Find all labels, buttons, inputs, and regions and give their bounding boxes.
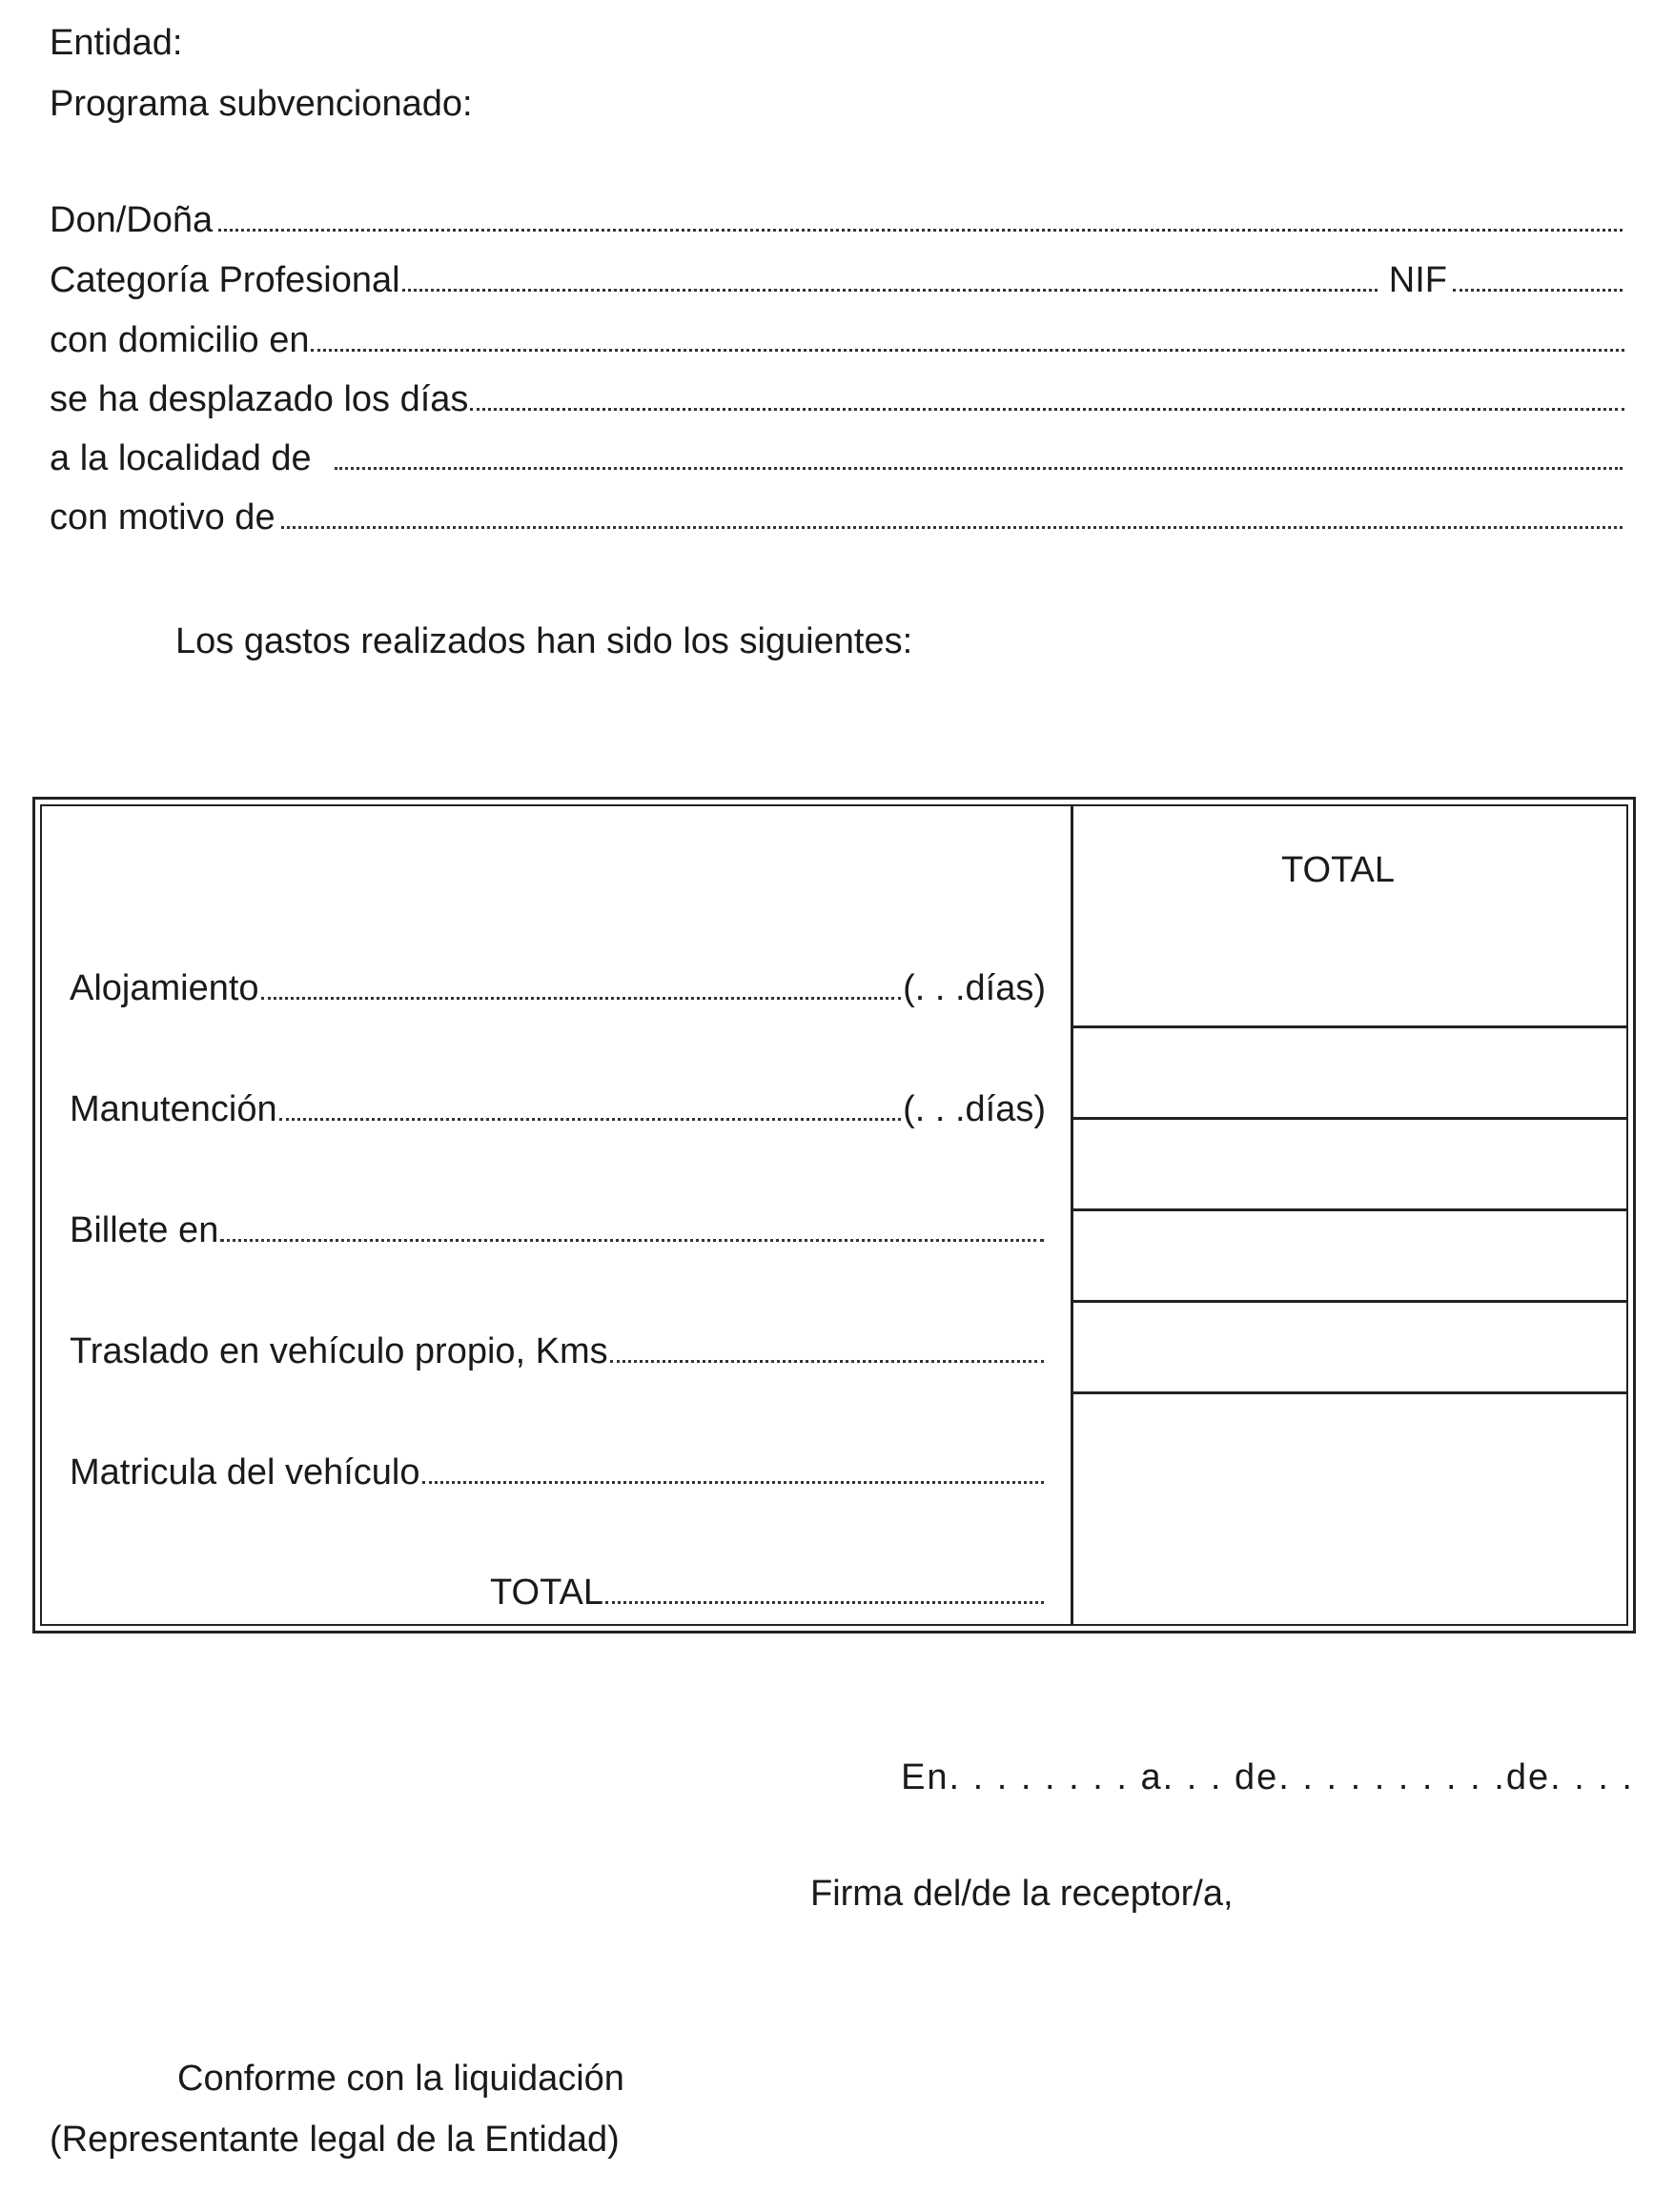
expense-label: Traslado en vehículo propio, Kms [70, 1331, 608, 1371]
expense-row-total[interactable] [490, 1571, 1046, 1614]
nif-blank [1453, 289, 1623, 292]
expense-row-manutencion[interactable] [70, 1087, 1046, 1131]
expense-row-matricula[interactable] [70, 1451, 1046, 1494]
total-column-header: TOTAL [1281, 850, 1395, 890]
categoria-blank [402, 289, 1378, 292]
total-blank [605, 1601, 1044, 1604]
total-cell-divider [1073, 1025, 1626, 1028]
expense-blank [261, 997, 902, 1000]
don-dona-field[interactable] [50, 198, 1626, 242]
expense-days: (. . .días) [903, 968, 1046, 1008]
localidad-field[interactable] [50, 436, 1626, 480]
representante-legal: (Representante legal de la Entidad) [50, 2120, 620, 2160]
table-column-divider [1071, 806, 1073, 1624]
motivo-blank [281, 526, 1623, 529]
programa-label: Programa subvencionado: [50, 84, 473, 124]
expense-table [32, 797, 1636, 1634]
total-cell-divider [1073, 1300, 1626, 1303]
localidad-label: a la localidad de [50, 438, 312, 478]
expense-row-traslado[interactable] [70, 1329, 1046, 1373]
domicilio-blank [311, 349, 1624, 352]
don-dona-blank [218, 229, 1623, 232]
date-line[interactable]: En. . . . . . . . a. . . de. . . . . . . . . .de. . . . [901, 1757, 1634, 1797]
total-cell-divider [1073, 1208, 1626, 1211]
expense-days: (. . .días) [903, 1089, 1046, 1129]
nif-label: NIF [1388, 260, 1447, 300]
total-cell-divider [1073, 1391, 1626, 1394]
categoria-field[interactable] [50, 258, 1626, 302]
intro-text: Los gastos realizados han sido los siguientes: [175, 621, 913, 661]
localidad-blank [335, 467, 1623, 470]
expense-blank [279, 1118, 901, 1121]
total-label: TOTAL [490, 1573, 603, 1613]
expense-blank [220, 1239, 1044, 1242]
expense-table-inner [40, 804, 1628, 1626]
expense-blank [610, 1360, 1044, 1363]
expense-label: Manutención [70, 1089, 277, 1129]
expense-label: Alojamiento [70, 968, 259, 1008]
expense-label: Matricula del vehículo [70, 1452, 420, 1492]
expense-row-alojamiento[interactable] [70, 966, 1046, 1010]
total-cell-divider [1073, 1117, 1626, 1120]
motivo-label: con motivo de [50, 497, 276, 538]
conforme-liquidacion: Conforme con la liquidación [177, 2059, 624, 2099]
categoria-label: Categoría Profesional [50, 260, 400, 300]
dias-label: se ha desplazado los días [50, 379, 469, 419]
dias-blank [470, 408, 1624, 411]
expense-row-billete[interactable] [70, 1208, 1046, 1252]
dias-field[interactable] [50, 377, 1626, 421]
expense-blank [422, 1481, 1044, 1484]
motivo-field[interactable] [50, 496, 1626, 539]
expense-label: Billete en [70, 1210, 219, 1250]
domicilio-label: con domicilio en [50, 320, 310, 360]
domicilio-field[interactable] [50, 318, 1626, 362]
entidad-label: Entidad: [50, 23, 183, 63]
firma-receptor: Firma del/de la receptor/a, [810, 1874, 1234, 1914]
don-dona-label: Don/Doña [50, 200, 214, 240]
